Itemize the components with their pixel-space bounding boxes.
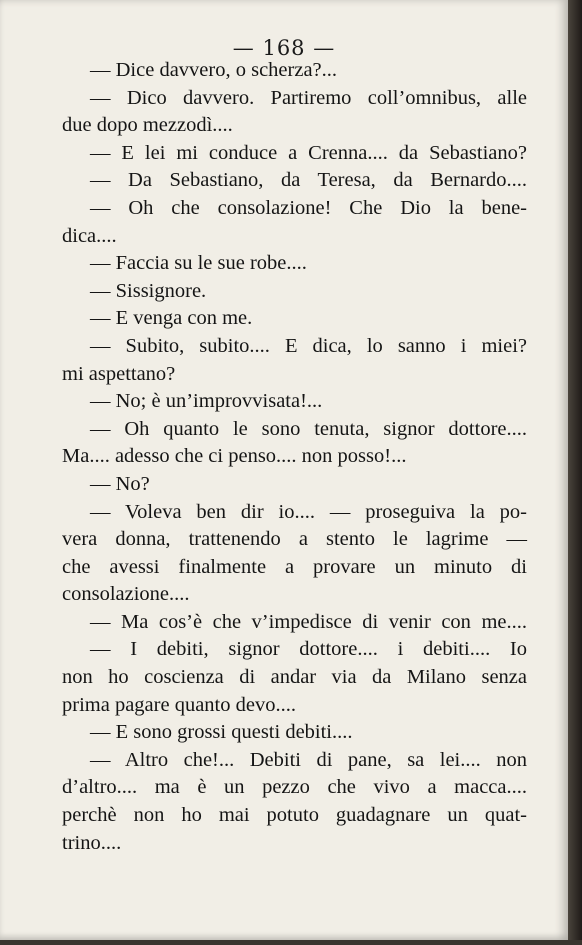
text-line: — No? [90,472,150,495]
text-line: perchè non ho mai potuto guadagnare un quat- [62,804,527,827]
text-line: — Dico davvero. Partiremo coll’omnibus, alle [90,86,527,109]
text-line: — Sissignore. [90,279,207,302]
text-line: che avessi finalmente a provare un minuto di [62,555,527,578]
text-line: consolazione.... [62,583,190,606]
text-line: — E lei mi conduce a Crenna.... da Sebastiano? [90,141,527,164]
page-number: — 168 — [232,36,336,60]
text-line: — Oh quanto le sono tenuta, signor dottore.... [90,417,527,440]
text-line: — Voleva ben dir io.... — proseguiva la po- [90,500,527,523]
text-line: — Da Sebastiano, da Teresa, da Bernardo.... [90,169,527,192]
text-line: — Faccia su le sue robe.... [90,252,307,275]
text-line: d’altro.... ma è un pezzo che vivo a macca.... [62,776,527,799]
text-line: — Oh che consolazione! Che Dio la bene- [90,196,527,219]
text-line: — No; è un’improvvisata!... [90,390,323,413]
text-line: — Dice davvero, o scherza?... [90,59,338,81]
text-line: due dopo mezzodì.... [62,114,233,137]
text-line: dica.... [62,224,117,247]
page-bottom-edge [0,940,582,945]
text-line: — Ma cos’è che v’impedisce di venir con me.... [90,610,527,633]
text-line: — I debiti, signor dottore.... i debiti.... Io [90,638,527,661]
text-line: non ho coscienza di andar via da Milano senza [62,666,527,689]
text-line: — Subito, subito.... E dica, lo sanno i miei? [90,334,527,357]
text-line: Ma.... adesso che ci penso.... non posso!... [62,445,407,468]
text-line: prima pagare quanto devo.... [62,693,296,716]
page-text [62,57,527,857]
book-spine-edge [568,0,582,945]
text-line: trino.... [62,831,122,854]
text-line: vera donna, trattenendo a stento le lagrime — [62,528,527,551]
text-line: — E venga con me. [90,307,253,330]
text-line: — E sono grossi questi debiti.... [90,721,353,744]
text-line: mi aspettano? [62,362,176,385]
text-line: — Altro che!... Debiti di pane, sa lei.... non [90,748,527,771]
